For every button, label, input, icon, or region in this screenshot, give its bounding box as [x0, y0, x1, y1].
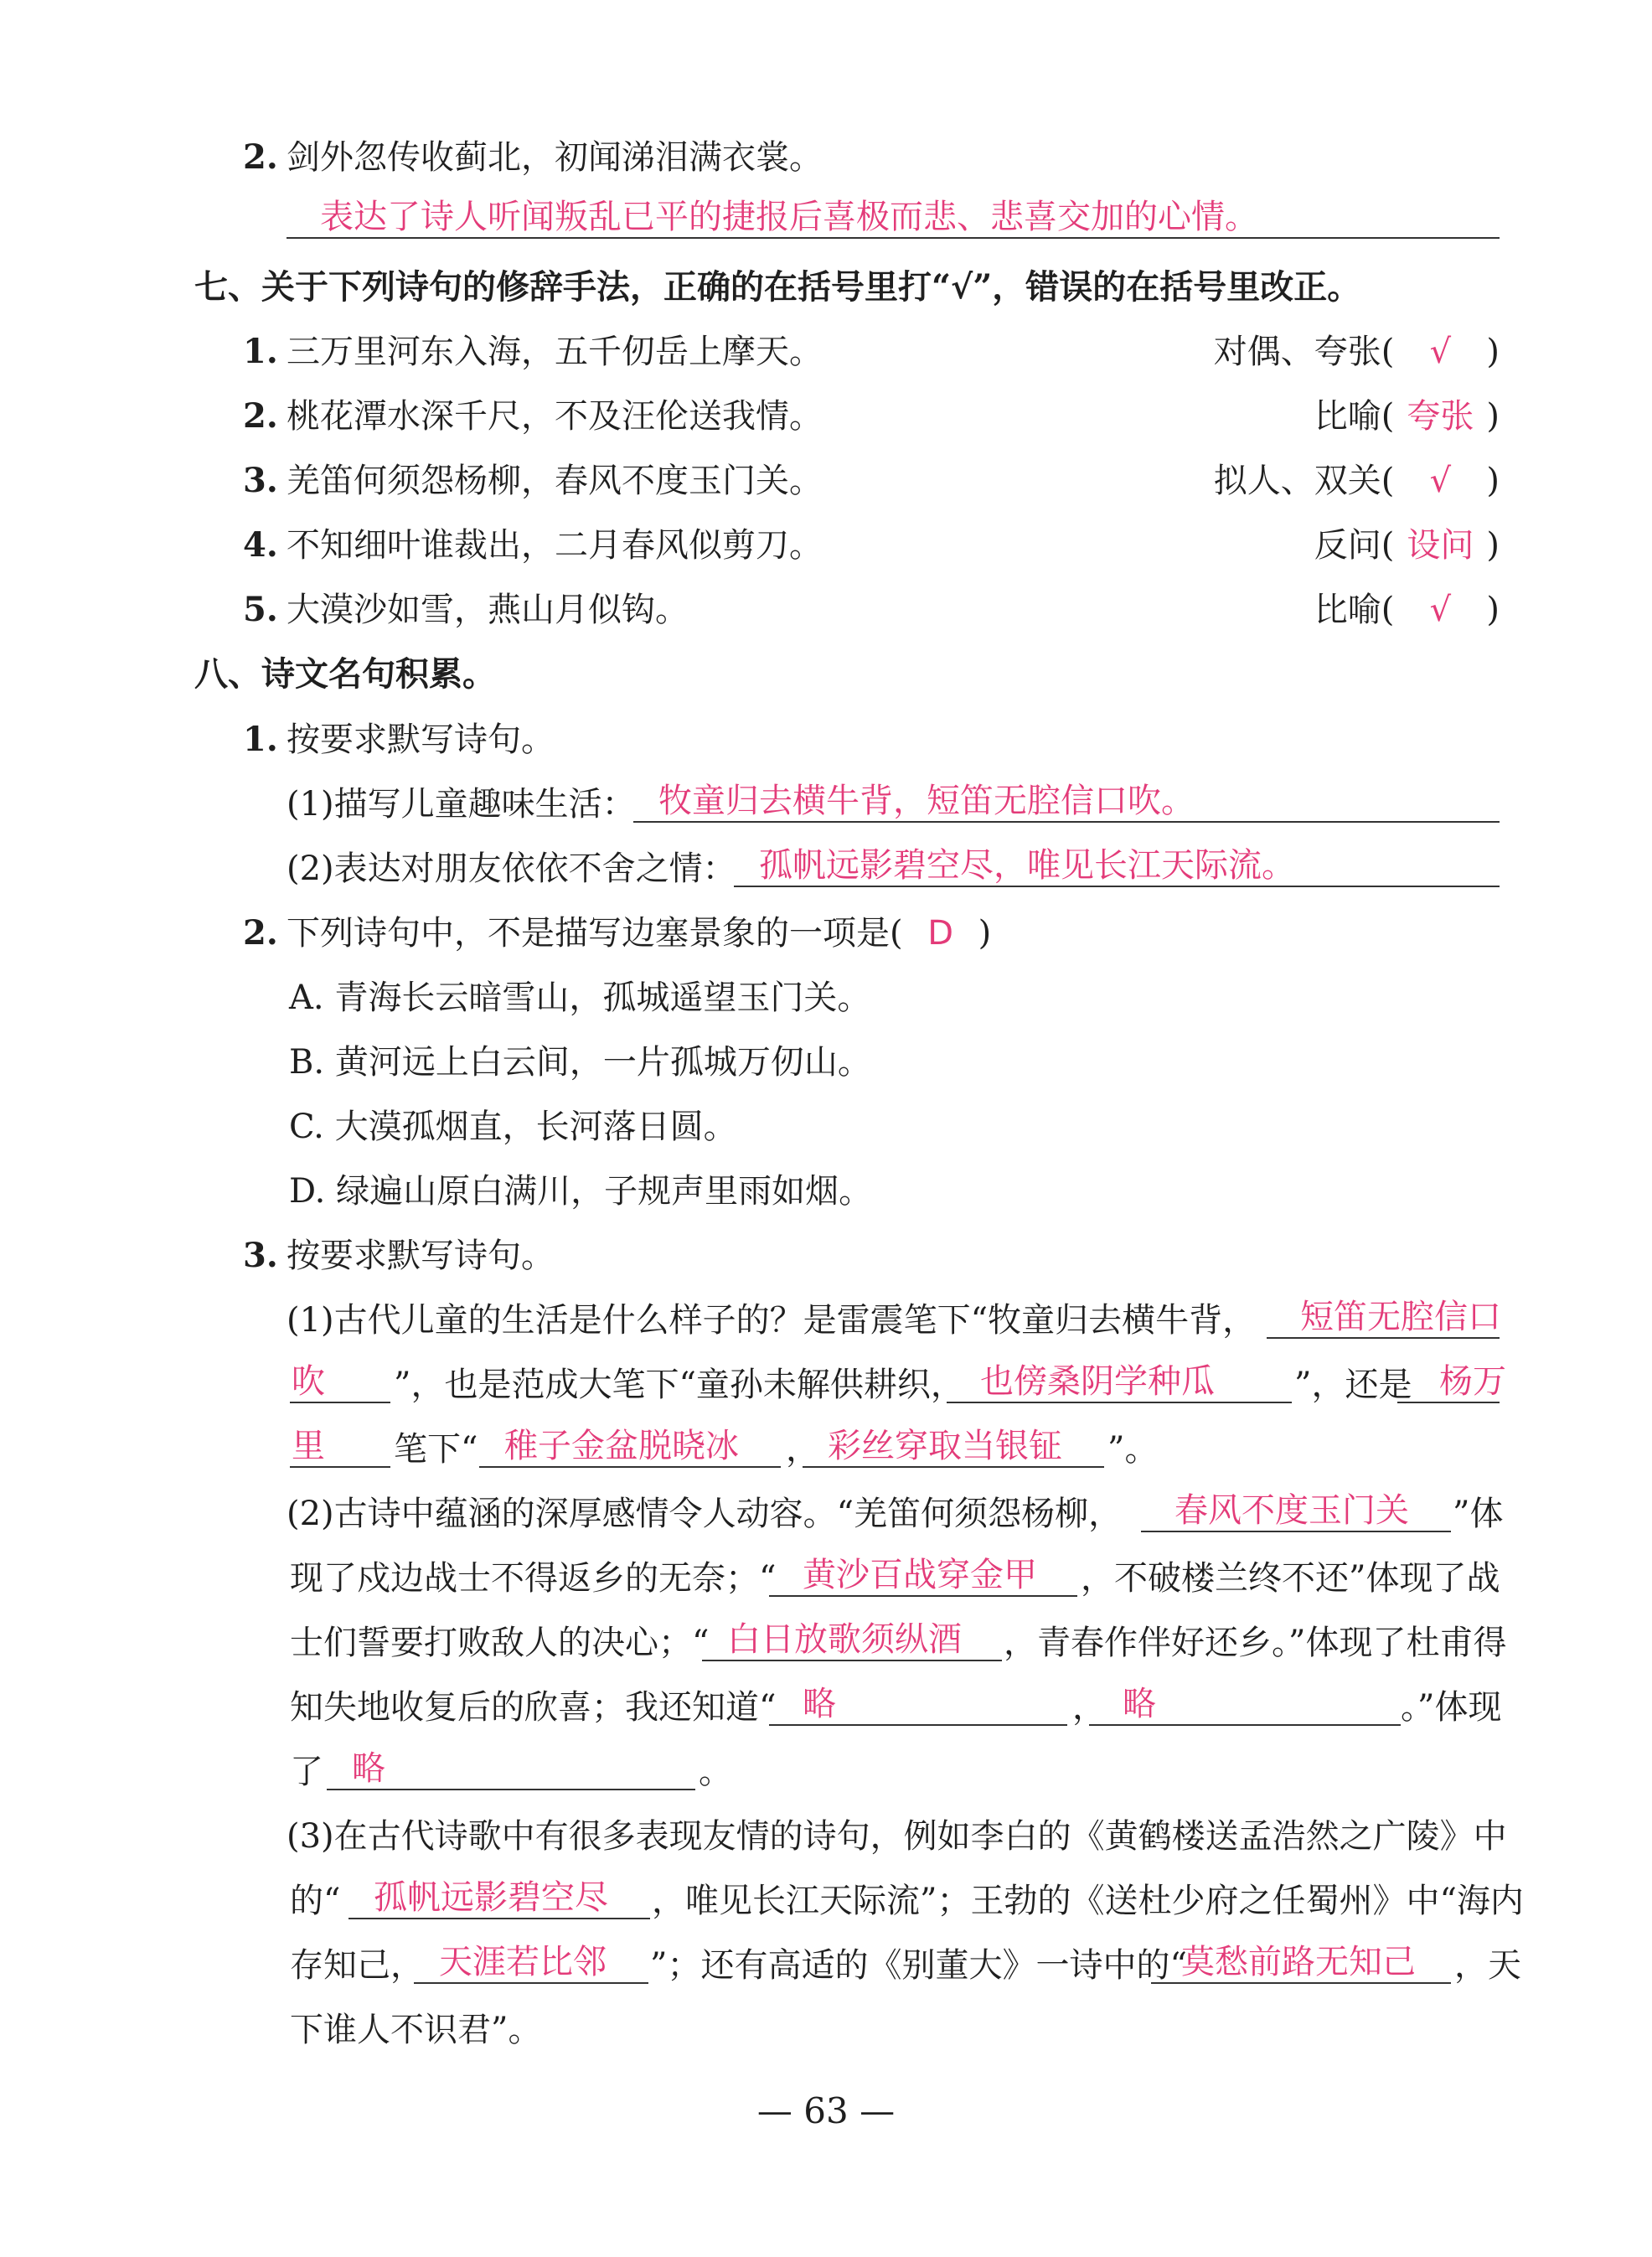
choice-option: C. 大漠孤烟直，长河落日圆。: [289, 1108, 737, 1146]
paragraph-text: (2)古诗中蕴涵的深厚感情令人动容。“羌笛何须怨杨柳，: [287, 1495, 1123, 1533]
answer-mark[interactable]: √: [1429, 462, 1452, 500]
paragraph-text: 下谁人不识君”。: [290, 2011, 542, 2049]
paragraph-text: ，: [1072, 1688, 1106, 1727]
section-title: 八、诗文名句积累。: [194, 654, 496, 694]
item-number: 2.: [243, 396, 278, 436]
answer-mark[interactable]: 夸张: [1407, 397, 1474, 436]
choice-option: B. 黄河远上白云间，一片孤城万仞山。: [289, 1043, 871, 1082]
answer-blank[interactable]: [290, 1361, 390, 1403]
paragraph-text: (1)古代儿童的生活是什么样子的？是雷震笔下“牧童归去横牛背，: [287, 1301, 1257, 1340]
answer-mark[interactable]: 设问: [1407, 526, 1474, 565]
handwritten-answer: 彩丝穿取当银钲: [828, 1427, 1062, 1465]
choice-option: D. 绿遍山原白满川，子规声里雨如烟。: [289, 1172, 873, 1211]
answer-blank[interactable]: [479, 1426, 781, 1468]
close-paren: ): [1486, 397, 1500, 436]
paragraph-text: ，青春作伴好还乡。”体现了杜甫得: [1004, 1624, 1507, 1662]
close-paren: ): [1486, 333, 1500, 371]
item-number: 5.: [243, 590, 278, 629]
item-number: 2.: [243, 137, 278, 177]
answer-mark[interactable]: √: [1429, 333, 1452, 371]
paragraph-text: ”，也是范成大笔下“童孙未解供耕织，: [394, 1366, 964, 1404]
question-text: 按要求默写诗句。: [287, 1237, 555, 1275]
rhetoric-judgement: [1214, 457, 1500, 504]
poem-line: 桃花潭水深千尺，不及汪伦送我情。: [287, 397, 823, 436]
poem-line: 三万里河东入海，五千仞岳上摩天。: [287, 333, 823, 371]
paragraph-text: ，: [786, 1430, 819, 1469]
poem-line: 羌笛何须怨杨柳，春风不度玉门关。: [287, 462, 823, 500]
answer-mark[interactable]: √: [1429, 591, 1452, 629]
close-paren: ): [1486, 462, 1500, 500]
section-title: 七、关于下列诗句的修辞手法，正确的在括号里打“√”，错误的在括号里改正。: [194, 267, 1361, 307]
paragraph-text: ”，还是: [1294, 1366, 1412, 1404]
paragraph-text: (3)在古代诗歌中有很多表现友情的诗句，例如李白的《黄鹤楼送孟浩然之广陵》中: [287, 1817, 1507, 1856]
rhetoric-judgement: [1214, 328, 1500, 375]
paragraph-text: ”。: [1107, 1430, 1159, 1469]
handwritten-answer: 里: [292, 1427, 325, 1465]
choice-answer[interactable]: D: [927, 914, 954, 953]
close-paren: ): [978, 914, 992, 953]
handwritten-answer: 略: [352, 1749, 385, 1788]
rhetoric-label: 拟人、双关(: [1213, 462, 1395, 500]
rhetoric-label: 对偶、夸张(: [1213, 333, 1395, 371]
page-number: — 63 —: [756, 2090, 896, 2131]
rhetoric-label: 反问(: [1314, 526, 1395, 565]
sub-question-label: (1)描写儿童趣味生活：: [287, 785, 636, 824]
poem-line: 大漠沙如雪，燕山月似钩。: [287, 591, 689, 629]
item-number: 3.: [243, 1236, 278, 1275]
paragraph-text: 士们誓要打败敌人的决心；“: [290, 1624, 710, 1662]
rhetoric-judgement: [1314, 522, 1500, 569]
paragraph-text: 笔下“: [394, 1430, 478, 1469]
close-paren: ): [1486, 526, 1500, 565]
rhetoric-label: 比喻(: [1314, 397, 1395, 436]
question-text: 按要求默写诗句。: [287, 720, 555, 759]
rhetoric-judgement: [1314, 586, 1500, 633]
handwritten-answer: 略: [803, 1685, 836, 1723]
answer-blank[interactable]: [803, 1426, 1104, 1468]
handwritten-answer: 黄沙百战穿金甲: [803, 1556, 1037, 1594]
paragraph-text: 。”体现: [1401, 1688, 1502, 1727]
answer-blank[interactable]: [769, 1555, 1077, 1597]
handwritten-answer: 孤帆远影碧空尽: [374, 1878, 608, 1917]
sub-question-label: (2)表达对朋友依依不舍之情：: [287, 850, 736, 888]
rhetoric-label: 比喻(: [1314, 591, 1395, 629]
answer-blank[interactable]: [287, 197, 1500, 239]
paragraph-text: 现了戍边战士不得返乡的无奈；“: [290, 1559, 777, 1598]
paragraph-text: ，唯见长江天际流”；王勃的《送杜少府之任蜀州》中“海内: [652, 1882, 1524, 1920]
answer-blank[interactable]: [947, 1361, 1292, 1403]
poem-line: 剑外忽传收蓟北，初闻涕泪满衣裳。: [287, 138, 823, 177]
answer-blank[interactable]: [1151, 1942, 1451, 1984]
handwritten-answer: 白日放歌须纵酒: [727, 1620, 962, 1659]
handwritten-answer: 短笛无腔信口: [1300, 1298, 1501, 1336]
paragraph-text: ，天: [1454, 1946, 1521, 1985]
handwritten-answer: 孤帆远影碧空尽，唯见长江天际流。: [759, 846, 1295, 885]
poem-line: 不知细叶谁裁出，二月春风似剪刀。: [287, 526, 823, 565]
answer-blank[interactable]: [327, 1748, 695, 1790]
paragraph-text: 。: [699, 1753, 732, 1791]
handwritten-answer: 吹: [292, 1362, 325, 1401]
answer-blank[interactable]: [1267, 1297, 1500, 1339]
handwritten-answer: 表达了诗人听闻叛乱已平的捷报后喜极而悲、悲喜交加的心情。: [320, 198, 1258, 236]
handwritten-answer: 也傍桑阴学种瓜: [980, 1362, 1215, 1401]
item-number: 1.: [243, 720, 278, 759]
answer-blank[interactable]: [633, 781, 1500, 823]
paragraph-text: 的“: [290, 1882, 341, 1920]
question-stem: 下列诗句中，不是描写边塞景象的一项是(: [287, 914, 903, 953]
paragraph-text: ”；还有高适的《别董大》一诗中的“: [650, 1946, 1187, 1985]
answer-blank[interactable]: [734, 845, 1500, 887]
rhetoric-judgement: [1314, 393, 1500, 440]
handwritten-answer: 略: [1123, 1685, 1156, 1723]
answer-blank[interactable]: [702, 1619, 1002, 1661]
answer-blank[interactable]: [769, 1684, 1067, 1726]
item-number: 2.: [243, 913, 278, 953]
choice-option: A. 青海长云暗雪山，孤城遥望玉门关。: [289, 979, 871, 1017]
handwritten-answer: 牧童归去横牛背，短笛无腔信口吹。: [658, 782, 1195, 820]
answer-blank[interactable]: [414, 1942, 648, 1984]
item-number: 4.: [243, 525, 278, 565]
paragraph-text: 了: [290, 1753, 323, 1791]
answer-blank[interactable]: [348, 1877, 650, 1919]
answer-blank[interactable]: [1141, 1490, 1451, 1532]
item-number: 3.: [243, 461, 278, 500]
handwritten-answer: 莫愁前路无知己: [1181, 1943, 1416, 1981]
paragraph-text: ”体: [1453, 1495, 1504, 1533]
answer-blank[interactable]: [290, 1426, 390, 1468]
paragraph-text: ，不破楼兰终不还”体现了战: [1081, 1559, 1500, 1598]
answer-blank[interactable]: [1089, 1684, 1401, 1726]
handwritten-answer: 稚子金盆脱晓冰: [504, 1427, 739, 1465]
handwritten-answer: 春风不度玉门关: [1174, 1491, 1409, 1530]
paragraph-text: 存知己，: [290, 1946, 424, 1985]
close-paren: ): [1486, 591, 1500, 629]
question-text: [287, 910, 991, 957]
paragraph-text: 知失地收复后的欣喜；我还知道“: [290, 1688, 777, 1727]
handwritten-answer: 天涯若比邻: [439, 1943, 607, 1981]
item-number: 1.: [243, 332, 278, 371]
handwritten-answer: 杨万: [1439, 1362, 1506, 1401]
answer-blank[interactable]: [1397, 1361, 1506, 1403]
